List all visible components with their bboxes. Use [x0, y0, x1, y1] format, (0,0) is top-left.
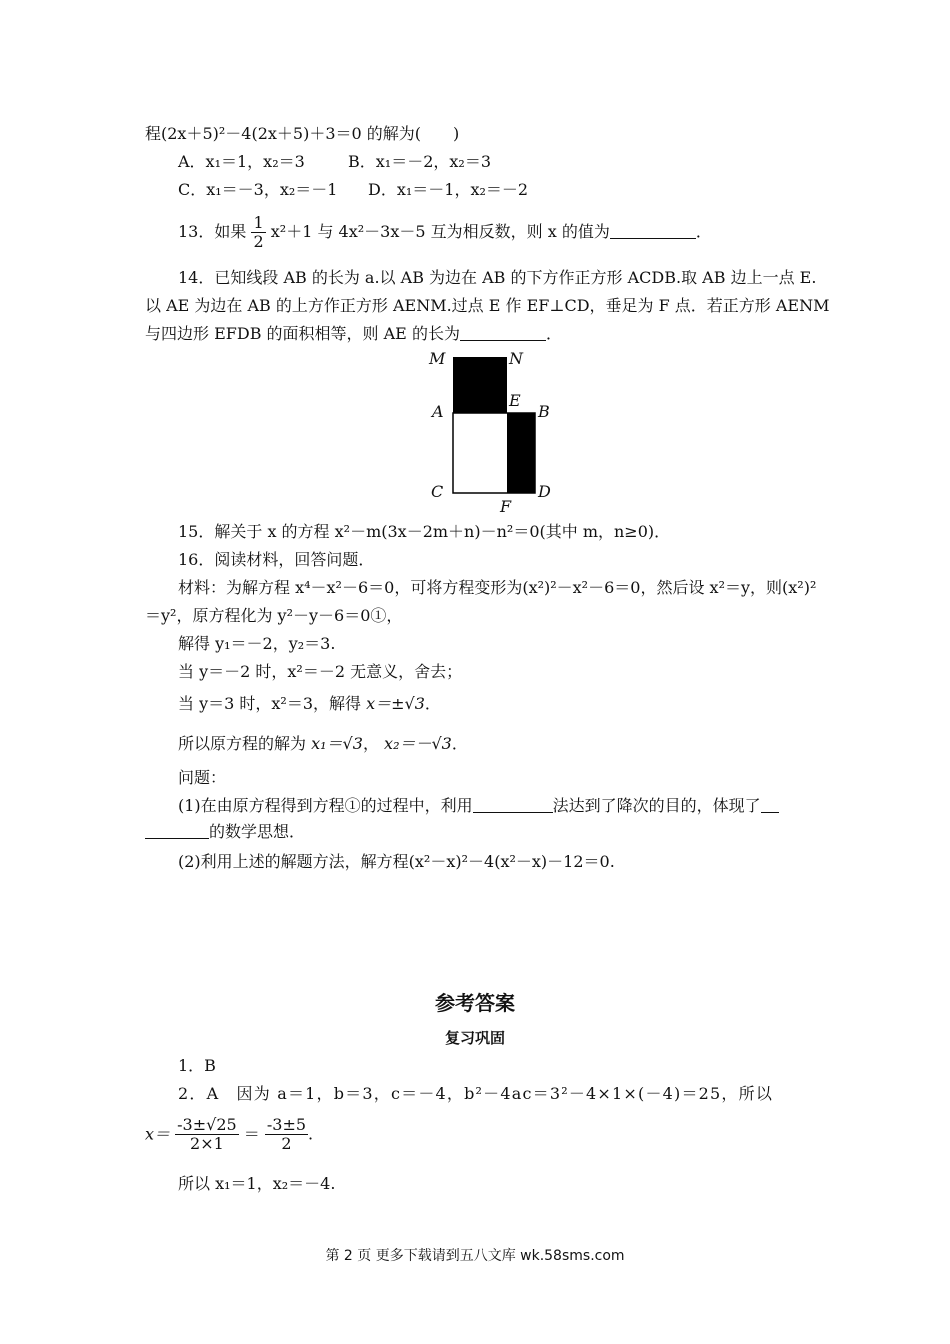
label-a: A — [432, 402, 444, 421]
formula-den-2: 2 — [281, 1134, 292, 1153]
label-c: C — [431, 482, 444, 501]
q16-m5-end: ． — [424, 694, 441, 713]
answer-2-result: 所以 x₁＝1，x₂＝－4. — [178, 1174, 336, 1193]
label-f: F — [500, 497, 512, 515]
q16-m6-root2: x₂＝－√3 — [384, 734, 452, 753]
q14-answer-blank — [460, 324, 546, 341]
q14-line2: 以 AE 为边在 AB 的上方作正方形 AENM.过点 E 作 EF⊥CD，垂足为 F 点．若正方形 AENM — [145, 296, 830, 315]
q13-fraction — [251, 214, 265, 251]
q14-line3 — [145, 322, 562, 346]
q13-frac-den: 2 — [253, 232, 264, 251]
q16-blank-2b — [145, 822, 209, 839]
q16-blank-2a — [761, 796, 779, 813]
answer-1: 1．B — [178, 1056, 216, 1075]
q12-option-b: B．x₁＝－2，x₂＝3 — [348, 152, 491, 171]
label-n: N — [509, 349, 523, 368]
formula-num-1: -3±√25 — [177, 1115, 237, 1134]
q16-m6-sep: ， — [362, 734, 379, 753]
q16-material-4: 当 y＝－2 时，x²＝－2 无意义，舍去； — [178, 662, 463, 681]
formula-frac-1 — [175, 1116, 239, 1153]
formula-frac-2 — [265, 1116, 308, 1153]
q13-frac-num: 1 — [253, 213, 264, 232]
q16-problem-label: 问题： — [178, 768, 227, 787]
q16-m6-text: 所以原方程的解为 — [178, 734, 307, 753]
q16-m6-root1: x₁＝√3 — [311, 734, 363, 753]
label-e: E — [509, 391, 521, 410]
answers-title: 参考答案 — [435, 991, 515, 1015]
q12-option-c: C．x₁＝－3，x₂＝－1 — [178, 180, 338, 199]
q16-part1-c: 的数学思想． — [209, 822, 306, 841]
formula-end: . — [308, 1124, 314, 1144]
q16-blank-1 — [473, 796, 553, 813]
formula-eq: ＝ — [243, 1124, 260, 1144]
q16-material-3: 解得 y₁＝－2，y₂＝3. — [178, 634, 336, 653]
q16-material-5 — [178, 692, 441, 716]
q16-part1-cont — [145, 820, 305, 844]
q12-stem: 程(2x＋5)²－4(2x＋5)＋3＝0 的解为( ) — [145, 124, 460, 143]
q14-line3-text: 与四边形 EFDB 的面积相等，则 AE 的长为 — [145, 324, 460, 343]
q16-material-2: ＝y²，原方程化为 y²－y－6＝0①， — [145, 606, 403, 625]
answer-2: 2．A 因为 a＝1，b＝3，c＝－4，b²－4ac＝3²－4×1×(－4)＝25，所以 — [178, 1084, 774, 1103]
answers-subtitle: 复习巩固 — [444, 1029, 505, 1047]
quad-efdb — [507, 413, 535, 493]
answer-2-formula — [145, 1116, 313, 1153]
q16-intro: 16．阅读材料，回答问题． — [178, 550, 375, 569]
q12-option-d: D．x₁＝－1，x₂＝－2 — [368, 180, 529, 199]
q16-m6-end: ． — [451, 734, 468, 753]
square-aenm — [453, 357, 507, 413]
label-m: M — [429, 349, 446, 368]
formula-den-1: 2×1 — [190, 1134, 224, 1153]
q12-option-a: A．x₁＝1，x₂＝3 — [178, 152, 305, 171]
q16-part1-b: 法达到了降次的目的，体现了 — [552, 796, 761, 815]
q16-m5-math: x＝±√3 — [366, 694, 425, 713]
q16-material-1: 材料：为解方程 x⁴－x²－6＝0，可将方程变形为(x²)²－x²－6＝0，然后设 x²＝y，则(x²)² — [178, 578, 817, 597]
q13 — [178, 214, 712, 251]
formula-num-2: -3±5 — [266, 1115, 307, 1134]
q16-part1-a: (1)在由原方程得到方程①的过程中，利用 — [178, 796, 473, 815]
q13-end: ． — [695, 222, 712, 241]
q14-line3-end: ． — [545, 324, 562, 343]
label-b: B — [538, 402, 550, 421]
q13-prefix: 13．如果 — [178, 222, 247, 241]
q13-answer-blank — [610, 222, 696, 239]
q16-part2: (2)利用上述的解题方法，解方程(x²－x)²－4(x²－x)－12＝0. — [178, 852, 615, 871]
square-figure — [425, 345, 565, 515]
q16-material-6 — [178, 732, 468, 756]
q16-part1 — [178, 794, 779, 818]
formula-lhs: x＝ — [145, 1124, 171, 1144]
q13-text: x²＋1 与 4x²－3x－5 互为相反数，则 x 的值为 — [270, 222, 610, 241]
q14-line1: 14．已知线段 AB 的长为 a.以 AB 为边在 AB 的下方作正方形 ACDB.取 AB 边上一点 E. — [178, 268, 817, 287]
label-d: D — [538, 482, 551, 501]
page-footer: 第 2 页 更多下载请到五八文库 wk.58sms.com — [325, 1248, 625, 1264]
q16-m5-text: 当 y＝3 时，x²＝3，解得 — [178, 694, 362, 713]
q15: 15．解关于 x 的方程 x²－m(3x－2m＋n)－n²＝0(其中 m，n≥0)． — [178, 522, 671, 541]
